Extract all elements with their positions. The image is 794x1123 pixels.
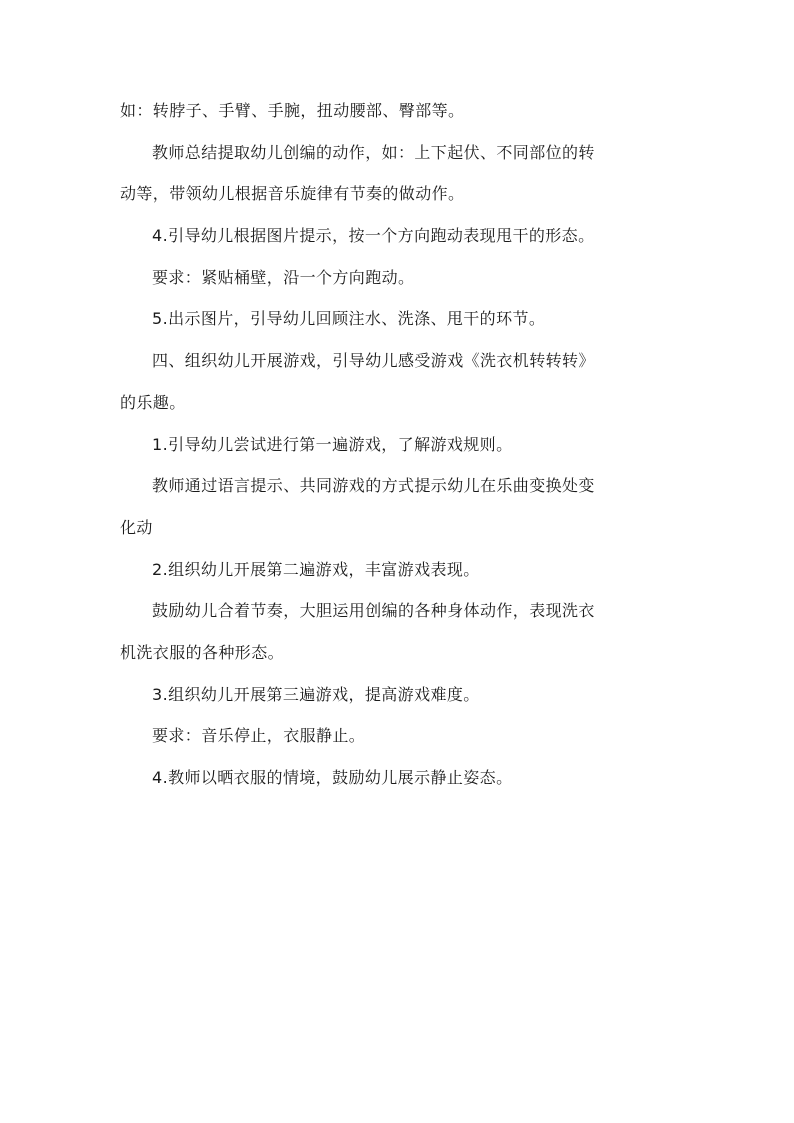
- document-body: [120, 101, 680, 810]
- text-line: 3.组织幼儿开展第三遍游戏，提高游戏难度。: [152, 684, 480, 704]
- text-line: 教师通过语言提示、共同游戏的方式提示幼儿在乐曲变换处变: [152, 476, 595, 496]
- text-line: 1.引导幼儿尝试进行第一遍游戏，了解游戏规则。: [152, 434, 513, 454]
- text-line: 如：转脖子、手臂、手腕，扭动腰部、臀部等。: [120, 101, 465, 120]
- text-line: 的乐趣。: [120, 392, 186, 412]
- text-line: 4.教师以晒衣服的情境，鼓励幼儿展示静止姿态。: [152, 768, 513, 787]
- text-line: 2.组织幼儿开展第二遍游戏，丰富游戏表现。: [152, 559, 480, 579]
- text-line: 4.引导幼儿根据图片提示，按一个方向跑动表现甩干的形态。: [152, 226, 595, 246]
- text-line: 鼓励幼儿合着节奏，大胆运用创编的各种身体动作，表现洗衣: [152, 601, 595, 621]
- section-heading: 四、组织幼儿开展游戏，引导幼儿感受游戏《洗衣机转转转》: [152, 351, 595, 371]
- text-line: 5.出示图片，引导幼儿回顾注水、洗涤、甩干的环节。: [152, 309, 546, 329]
- text-line: 教师总结提取幼儿创编的动作，如：上下起伏、不同部位的转: [152, 142, 595, 162]
- text-line: 动等，带领幼儿根据音乐旋律有节奏的做动作。: [120, 184, 465, 204]
- text-line: 要求：紧贴桶壁，沿一个方向跑动。: [152, 267, 415, 287]
- text-line: 机洗衣服的各种形态。: [120, 642, 285, 662]
- text-line: 化动: [120, 517, 153, 537]
- text-line: 要求：音乐停止，衣服静止。: [152, 726, 366, 746]
